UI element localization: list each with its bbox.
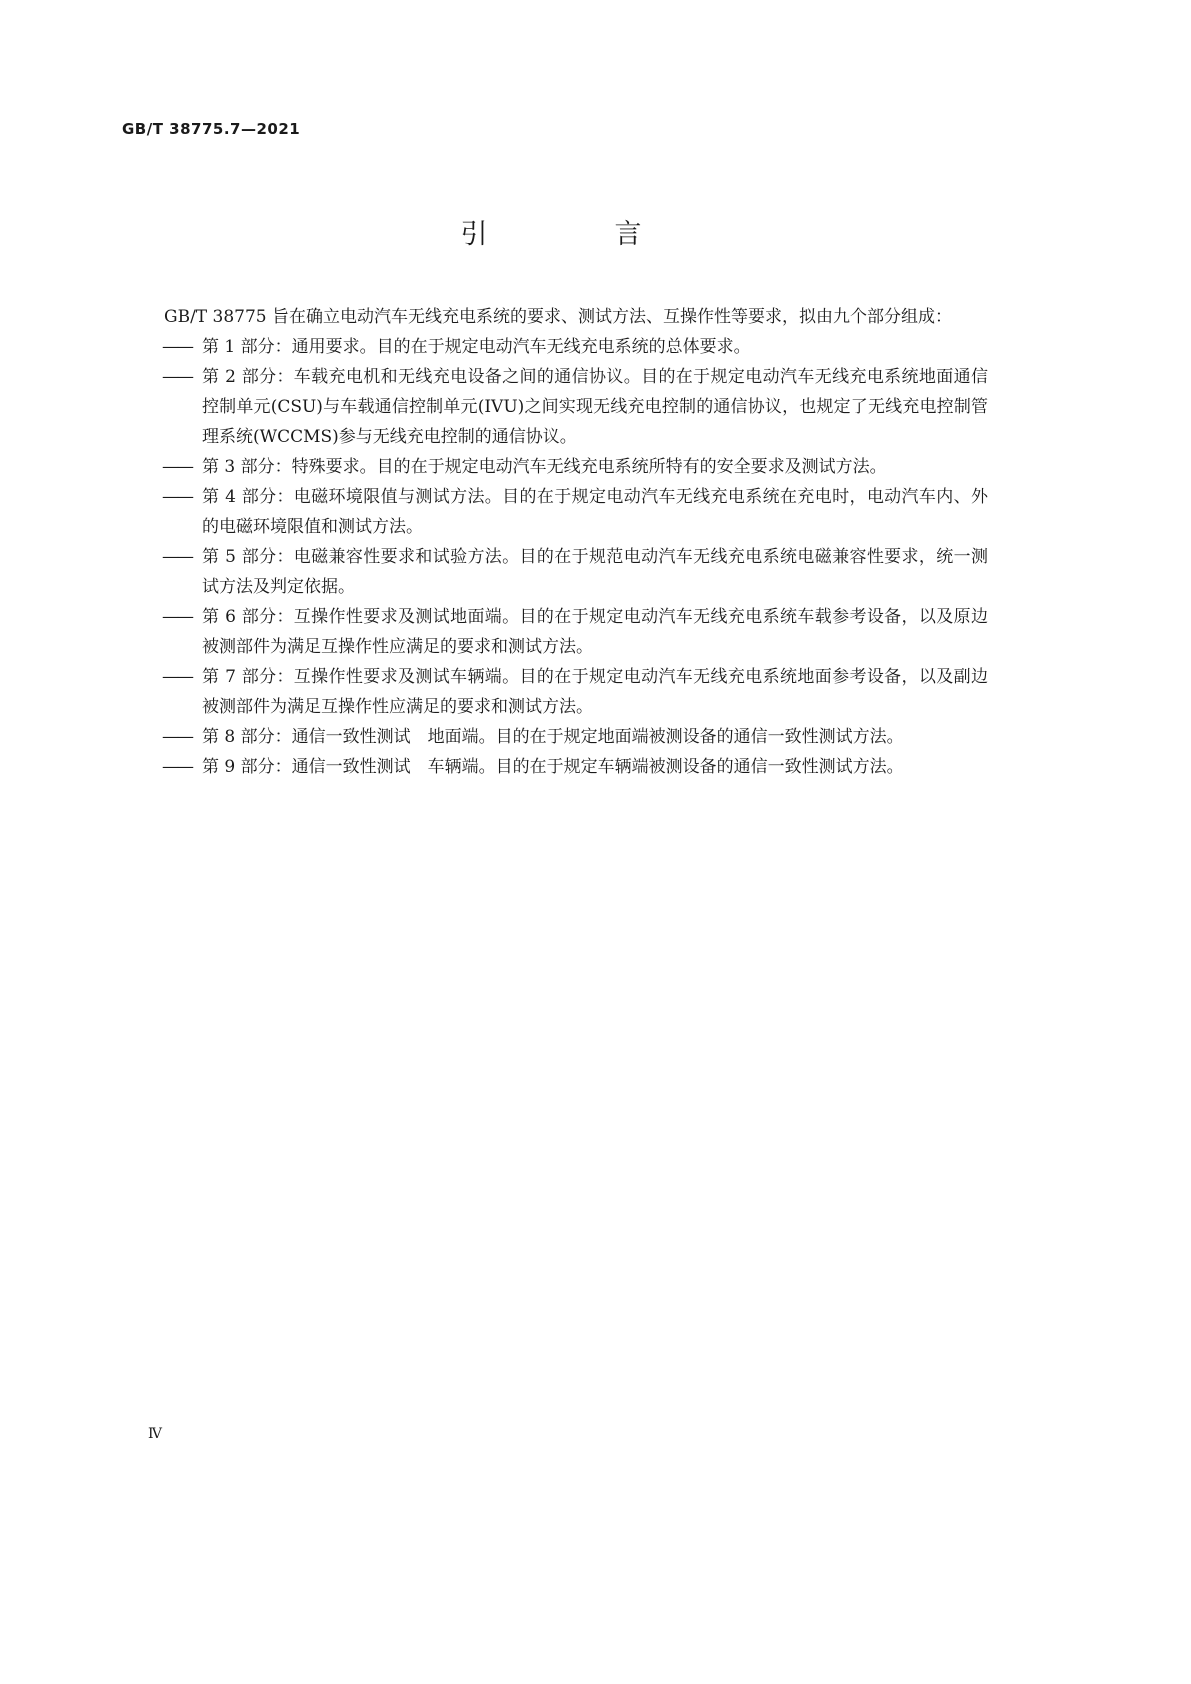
dash-bullet: ——: [162, 607, 192, 627]
dash-bullet: ——: [162, 757, 192, 777]
part-text: 第 6 部分：互操作性要求及测试地面端。目的在于规定电动汽车无线充电系统车载参考设备，以及原边被测部件为满足互操作性应满足的要求和测试方法。: [202, 607, 988, 657]
dash-bullet: ——: [162, 457, 192, 477]
dash-bullet: ——: [162, 487, 192, 507]
part-text: 第 3 部分：特殊要求。目的在于规定电动汽车无线充电系统所特有的安全要求及测试方法。: [202, 457, 887, 477]
part-text: 第 1 部分：通用要求。目的在于规定电动汽车无线充电系统的总体要求。: [202, 337, 751, 357]
document-body: [122, 302, 988, 782]
part-text: 第 9 部分：通信一致性测试 车辆端。目的在于规定车辆端被测设备的通信一致性测试方法。: [202, 757, 904, 777]
page-title: 引 言: [460, 219, 692, 250]
list-item: [122, 542, 988, 602]
part-text: 第 4 部分：电磁环境限值与测试方法。目的在于规定电动汽车无线充电系统在充电时，电动汽车内、外的电磁环境限值和测试方法。: [202, 487, 988, 537]
list-item: [122, 482, 988, 542]
parts-list: [122, 332, 988, 782]
dash-bullet: ——: [162, 727, 192, 747]
dash-bullet: ——: [162, 367, 192, 387]
standard-number: GB/T 38775.7—2021: [122, 120, 301, 138]
list-item: [122, 332, 988, 362]
list-item: [122, 752, 988, 782]
list-item: [122, 662, 988, 722]
dash-bullet: ——: [162, 667, 192, 687]
page-number: Ⅳ: [148, 1426, 162, 1442]
part-text: 第 2 部分：车载充电机和无线充电设备之间的通信协议。目的在于规定电动汽车无线充电系统地面通信控制单元(CSU)与车载通信控制单元(IVU)之间实现无线充电控制的通信协议，也规定了无线充电控制管理系统(WCCMS)参与无线充电控制的通信协议。: [202, 367, 988, 447]
part-text: 第 7 部分：互操作性要求及测试车辆端。目的在于规定电动汽车无线充电系统地面参考设备，以及副边被测部件为满足互操作性应满足的要求和测试方法。: [202, 667, 988, 717]
part-text: 第 8 部分：通信一致性测试 地面端。目的在于规定地面端被测设备的通信一致性测试方法。: [202, 727, 904, 747]
list-item: [122, 452, 988, 482]
list-item: [122, 722, 988, 752]
dash-bullet: ——: [162, 547, 192, 567]
intro-paragraph: GB/T 38775 旨在确立电动汽车无线充电系统的要求、测试方法、互操作性等要求，拟由九个部分组成：: [164, 307, 953, 327]
list-item: [122, 602, 988, 662]
part-text: 第 5 部分：电磁兼容性要求和试验方法。目的在于规范电动汽车无线充电系统电磁兼容性要求，统一测试方法及判定依据。: [202, 547, 988, 597]
dash-bullet: ——: [162, 337, 192, 357]
list-item: [122, 362, 988, 452]
